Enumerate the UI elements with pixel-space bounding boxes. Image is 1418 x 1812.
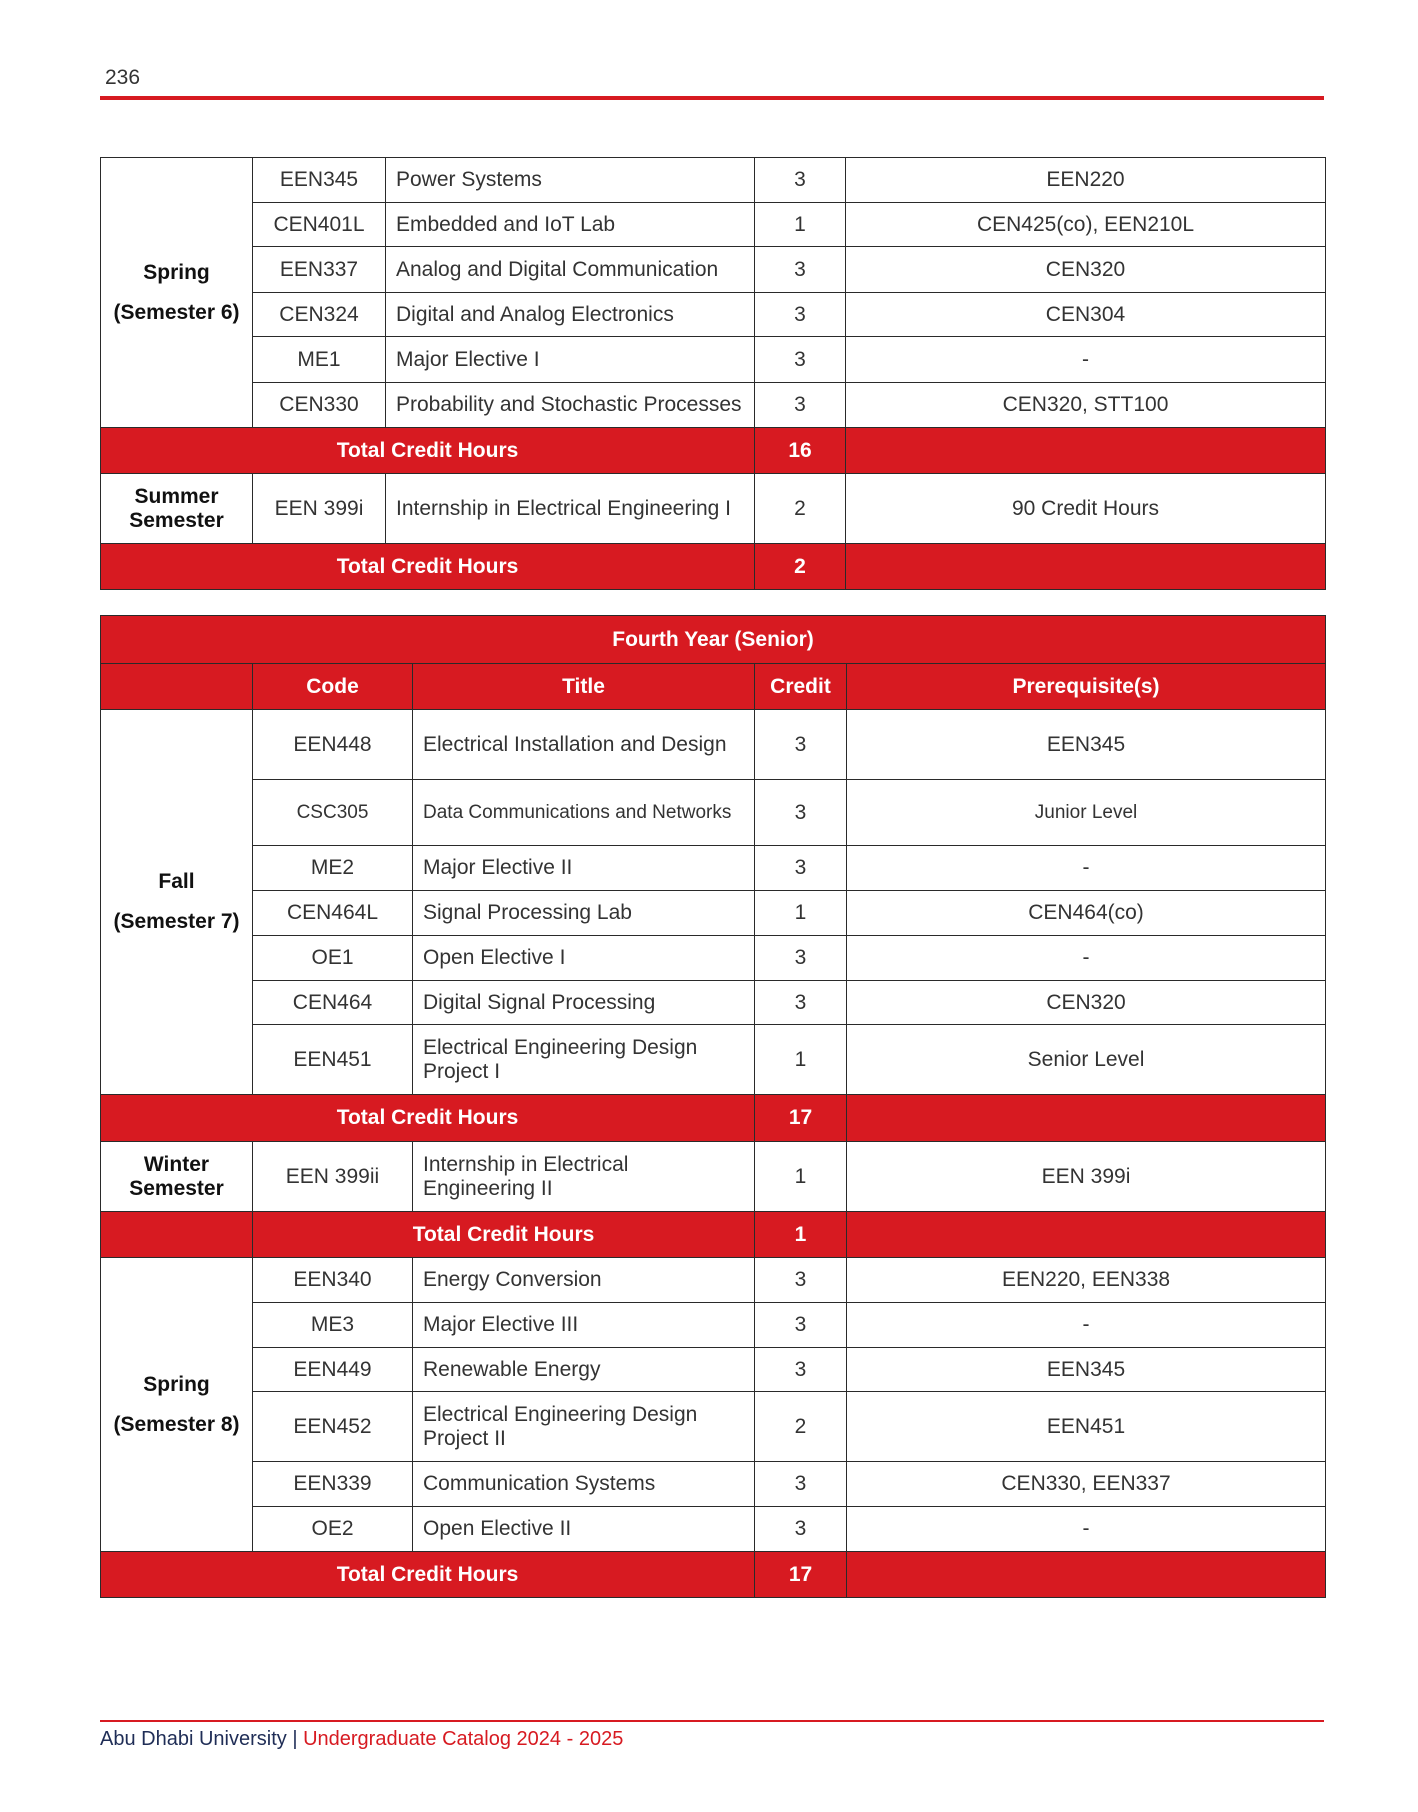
course-credit: 3 xyxy=(755,1348,847,1392)
footer-university: Abu Dhabi University xyxy=(100,1728,287,1750)
total-value: 17 xyxy=(755,1552,847,1598)
table-row xyxy=(101,1392,1326,1462)
course-code: CEN324 xyxy=(253,293,386,337)
table-row xyxy=(101,891,1326,936)
total-row xyxy=(101,1095,1326,1142)
course-prereq: EEN345 xyxy=(847,1348,1326,1392)
total-value: 2 xyxy=(755,544,846,590)
table-row xyxy=(101,1462,1326,1507)
course-credit: 2 xyxy=(755,1392,847,1462)
footer-separator: | xyxy=(292,1728,298,1750)
course-title: Signal Processing Lab xyxy=(413,891,755,936)
course-title: Digital and Analog Electronics xyxy=(386,293,755,337)
course-title: Major Elective II xyxy=(413,846,755,891)
course-credit: 3 xyxy=(755,293,846,337)
total-row xyxy=(101,428,1326,474)
course-code: OE1 xyxy=(253,936,413,981)
course-credit: 3 xyxy=(755,1462,847,1507)
course-title: Energy Conversion xyxy=(413,1258,755,1303)
course-code: EEN452 xyxy=(253,1392,413,1462)
course-code: ME3 xyxy=(253,1303,413,1348)
course-code: CEN464 xyxy=(253,981,413,1025)
column-header-prereq: Prerequisite(s) xyxy=(847,664,1326,710)
semester-label-summer: Summer Semester xyxy=(101,474,253,544)
column-header-title: Title xyxy=(413,664,755,710)
course-code: EEN448 xyxy=(253,710,413,780)
course-title: Electrical Engineering Design Project I xyxy=(413,1025,755,1095)
course-prereq: EEN345 xyxy=(847,710,1326,780)
total-label: Total Credit Hours xyxy=(101,428,755,474)
course-credit: 3 xyxy=(755,710,847,780)
table-row xyxy=(101,337,1326,383)
course-credit: 1 xyxy=(755,891,847,936)
table-row xyxy=(101,1258,1326,1303)
total-empty xyxy=(847,1552,1326,1598)
course-title: Data Communications and Networks xyxy=(413,780,755,846)
table-heading-row xyxy=(101,616,1326,664)
course-title: Open Elective I xyxy=(413,936,755,981)
course-code: EEN337 xyxy=(253,247,386,293)
footer xyxy=(100,1728,623,1751)
semester-label-spring-6: Spring (Semester 6) xyxy=(101,158,253,428)
course-credit: 3 xyxy=(755,936,847,981)
semester-label-spring-8: Spring (Semester 8) xyxy=(101,1258,253,1552)
table-row xyxy=(101,846,1326,891)
column-header-empty xyxy=(101,664,253,710)
course-code: ME2 xyxy=(253,846,413,891)
course-title: Major Elective I xyxy=(386,337,755,383)
course-credit: 3 xyxy=(755,1507,847,1552)
course-prereq: CEN320 xyxy=(847,981,1326,1025)
course-prereq: EEN220, EEN338 xyxy=(847,1258,1326,1303)
course-credit: 3 xyxy=(755,981,847,1025)
course-prereq: - xyxy=(847,936,1326,981)
course-credit: 3 xyxy=(755,1303,847,1348)
course-title: Communication Systems xyxy=(413,1462,755,1507)
semester-label-winter: Winter Semester xyxy=(101,1142,253,1212)
course-credit: 3 xyxy=(755,247,846,293)
course-code: EEN451 xyxy=(253,1025,413,1095)
table-row xyxy=(101,293,1326,337)
course-prereq: - xyxy=(847,1507,1326,1552)
course-prereq: CEN320, STT100 xyxy=(846,383,1326,428)
semester-label-fall-7: Fall (Semester 7) xyxy=(101,710,253,1095)
table-row xyxy=(101,474,1326,544)
course-code: EEN339 xyxy=(253,1462,413,1507)
course-code: CEN464L xyxy=(253,891,413,936)
course-prereq: 90 Credit Hours xyxy=(846,474,1326,544)
course-credit: 3 xyxy=(755,1258,847,1303)
table-row xyxy=(101,981,1326,1025)
table-row xyxy=(101,1025,1326,1095)
total-empty xyxy=(101,1212,253,1258)
course-prereq: EEN 399i xyxy=(847,1142,1326,1212)
course-prereq: - xyxy=(847,1303,1326,1348)
course-prereq: CEN320 xyxy=(846,247,1326,293)
course-code: EEN 399ii xyxy=(253,1142,413,1212)
course-credit: 1 xyxy=(755,1025,847,1095)
course-credit: 1 xyxy=(755,1142,847,1212)
course-title: Open Elective II xyxy=(413,1507,755,1552)
course-code: EEN449 xyxy=(253,1348,413,1392)
table-heading: Fourth Year (Senior) xyxy=(101,616,1326,664)
course-title: Electrical Installation and Design xyxy=(413,710,755,780)
table-row xyxy=(101,1303,1326,1348)
course-credit: 2 xyxy=(755,474,846,544)
course-title: Internship in Electrical Engineering II xyxy=(413,1142,755,1212)
column-header-row xyxy=(101,664,1326,710)
course-table-fourth-year xyxy=(100,615,1326,1598)
course-code: EEN340 xyxy=(253,1258,413,1303)
course-prereq: EEN220 xyxy=(846,158,1326,203)
course-credit: 3 xyxy=(755,337,846,383)
total-label: Total Credit Hours xyxy=(101,544,755,590)
course-title: Electrical Engineering Design Project II xyxy=(413,1392,755,1462)
table-row xyxy=(101,1348,1326,1392)
total-empty xyxy=(846,544,1326,590)
course-title: Major Elective III xyxy=(413,1303,755,1348)
total-label: Total Credit Hours xyxy=(101,1095,755,1142)
course-prereq: - xyxy=(847,846,1326,891)
table-row xyxy=(101,1507,1326,1552)
table-row xyxy=(101,383,1326,428)
header-rule xyxy=(100,96,1324,100)
table-row xyxy=(101,158,1326,203)
column-header-credit: Credit xyxy=(755,664,847,710)
total-value: 17 xyxy=(755,1095,847,1142)
course-title: Probability and Stochastic Processes xyxy=(386,383,755,428)
total-label: Total Credit Hours xyxy=(101,1552,755,1598)
course-code: OE2 xyxy=(253,1507,413,1552)
column-header-code: Code xyxy=(253,664,413,710)
footer-catalog: Undergraduate Catalog 2024 - 2025 xyxy=(303,1728,624,1750)
total-empty xyxy=(846,428,1326,474)
course-credit: 3 xyxy=(755,780,847,846)
total-value: 16 xyxy=(755,428,846,474)
footer-rule xyxy=(100,1720,1324,1722)
course-prereq: CEN464(co) xyxy=(847,891,1326,936)
table-row xyxy=(101,710,1326,780)
course-prereq: - xyxy=(846,337,1326,383)
total-value: 1 xyxy=(755,1212,847,1258)
course-credit: 3 xyxy=(755,846,847,891)
course-prereq: Senior Level xyxy=(847,1025,1326,1095)
course-credit: 3 xyxy=(755,383,846,428)
table-row xyxy=(101,936,1326,981)
total-empty xyxy=(847,1095,1326,1142)
course-prereq: CEN304 xyxy=(846,293,1326,337)
total-row xyxy=(101,1552,1326,1598)
course-prereq: Junior Level xyxy=(847,780,1326,846)
course-table-third-year xyxy=(100,157,1326,590)
total-row xyxy=(101,1212,1326,1258)
course-title: Renewable Energy xyxy=(413,1348,755,1392)
course-code: EEN 399i xyxy=(253,474,386,544)
course-code: CEN330 xyxy=(253,383,386,428)
table-row xyxy=(101,203,1326,247)
table-row xyxy=(101,247,1326,293)
course-title: Analog and Digital Communication xyxy=(386,247,755,293)
table-row xyxy=(101,1142,1326,1212)
course-title: Embedded and IoT Lab xyxy=(386,203,755,247)
course-code: EEN345 xyxy=(253,158,386,203)
course-credit: 1 xyxy=(755,203,846,247)
course-prereq: CEN330, EEN337 xyxy=(847,1462,1326,1507)
course-title: Digital Signal Processing xyxy=(413,981,755,1025)
total-empty xyxy=(847,1212,1326,1258)
page-number: 236 xyxy=(105,66,141,89)
course-title: Internship in Electrical Engineering I xyxy=(386,474,755,544)
total-row xyxy=(101,544,1326,590)
course-prereq: CEN425(co), EEN210L xyxy=(846,203,1326,247)
course-credit: 3 xyxy=(755,158,846,203)
table-row xyxy=(101,780,1326,846)
course-title: Power Systems xyxy=(386,158,755,203)
course-code: ME1 xyxy=(253,337,386,383)
course-prereq: EEN451 xyxy=(847,1392,1326,1462)
course-code: CEN401L xyxy=(253,203,386,247)
total-label: Total Credit Hours xyxy=(253,1212,755,1258)
course-code: CSC305 xyxy=(253,780,413,846)
